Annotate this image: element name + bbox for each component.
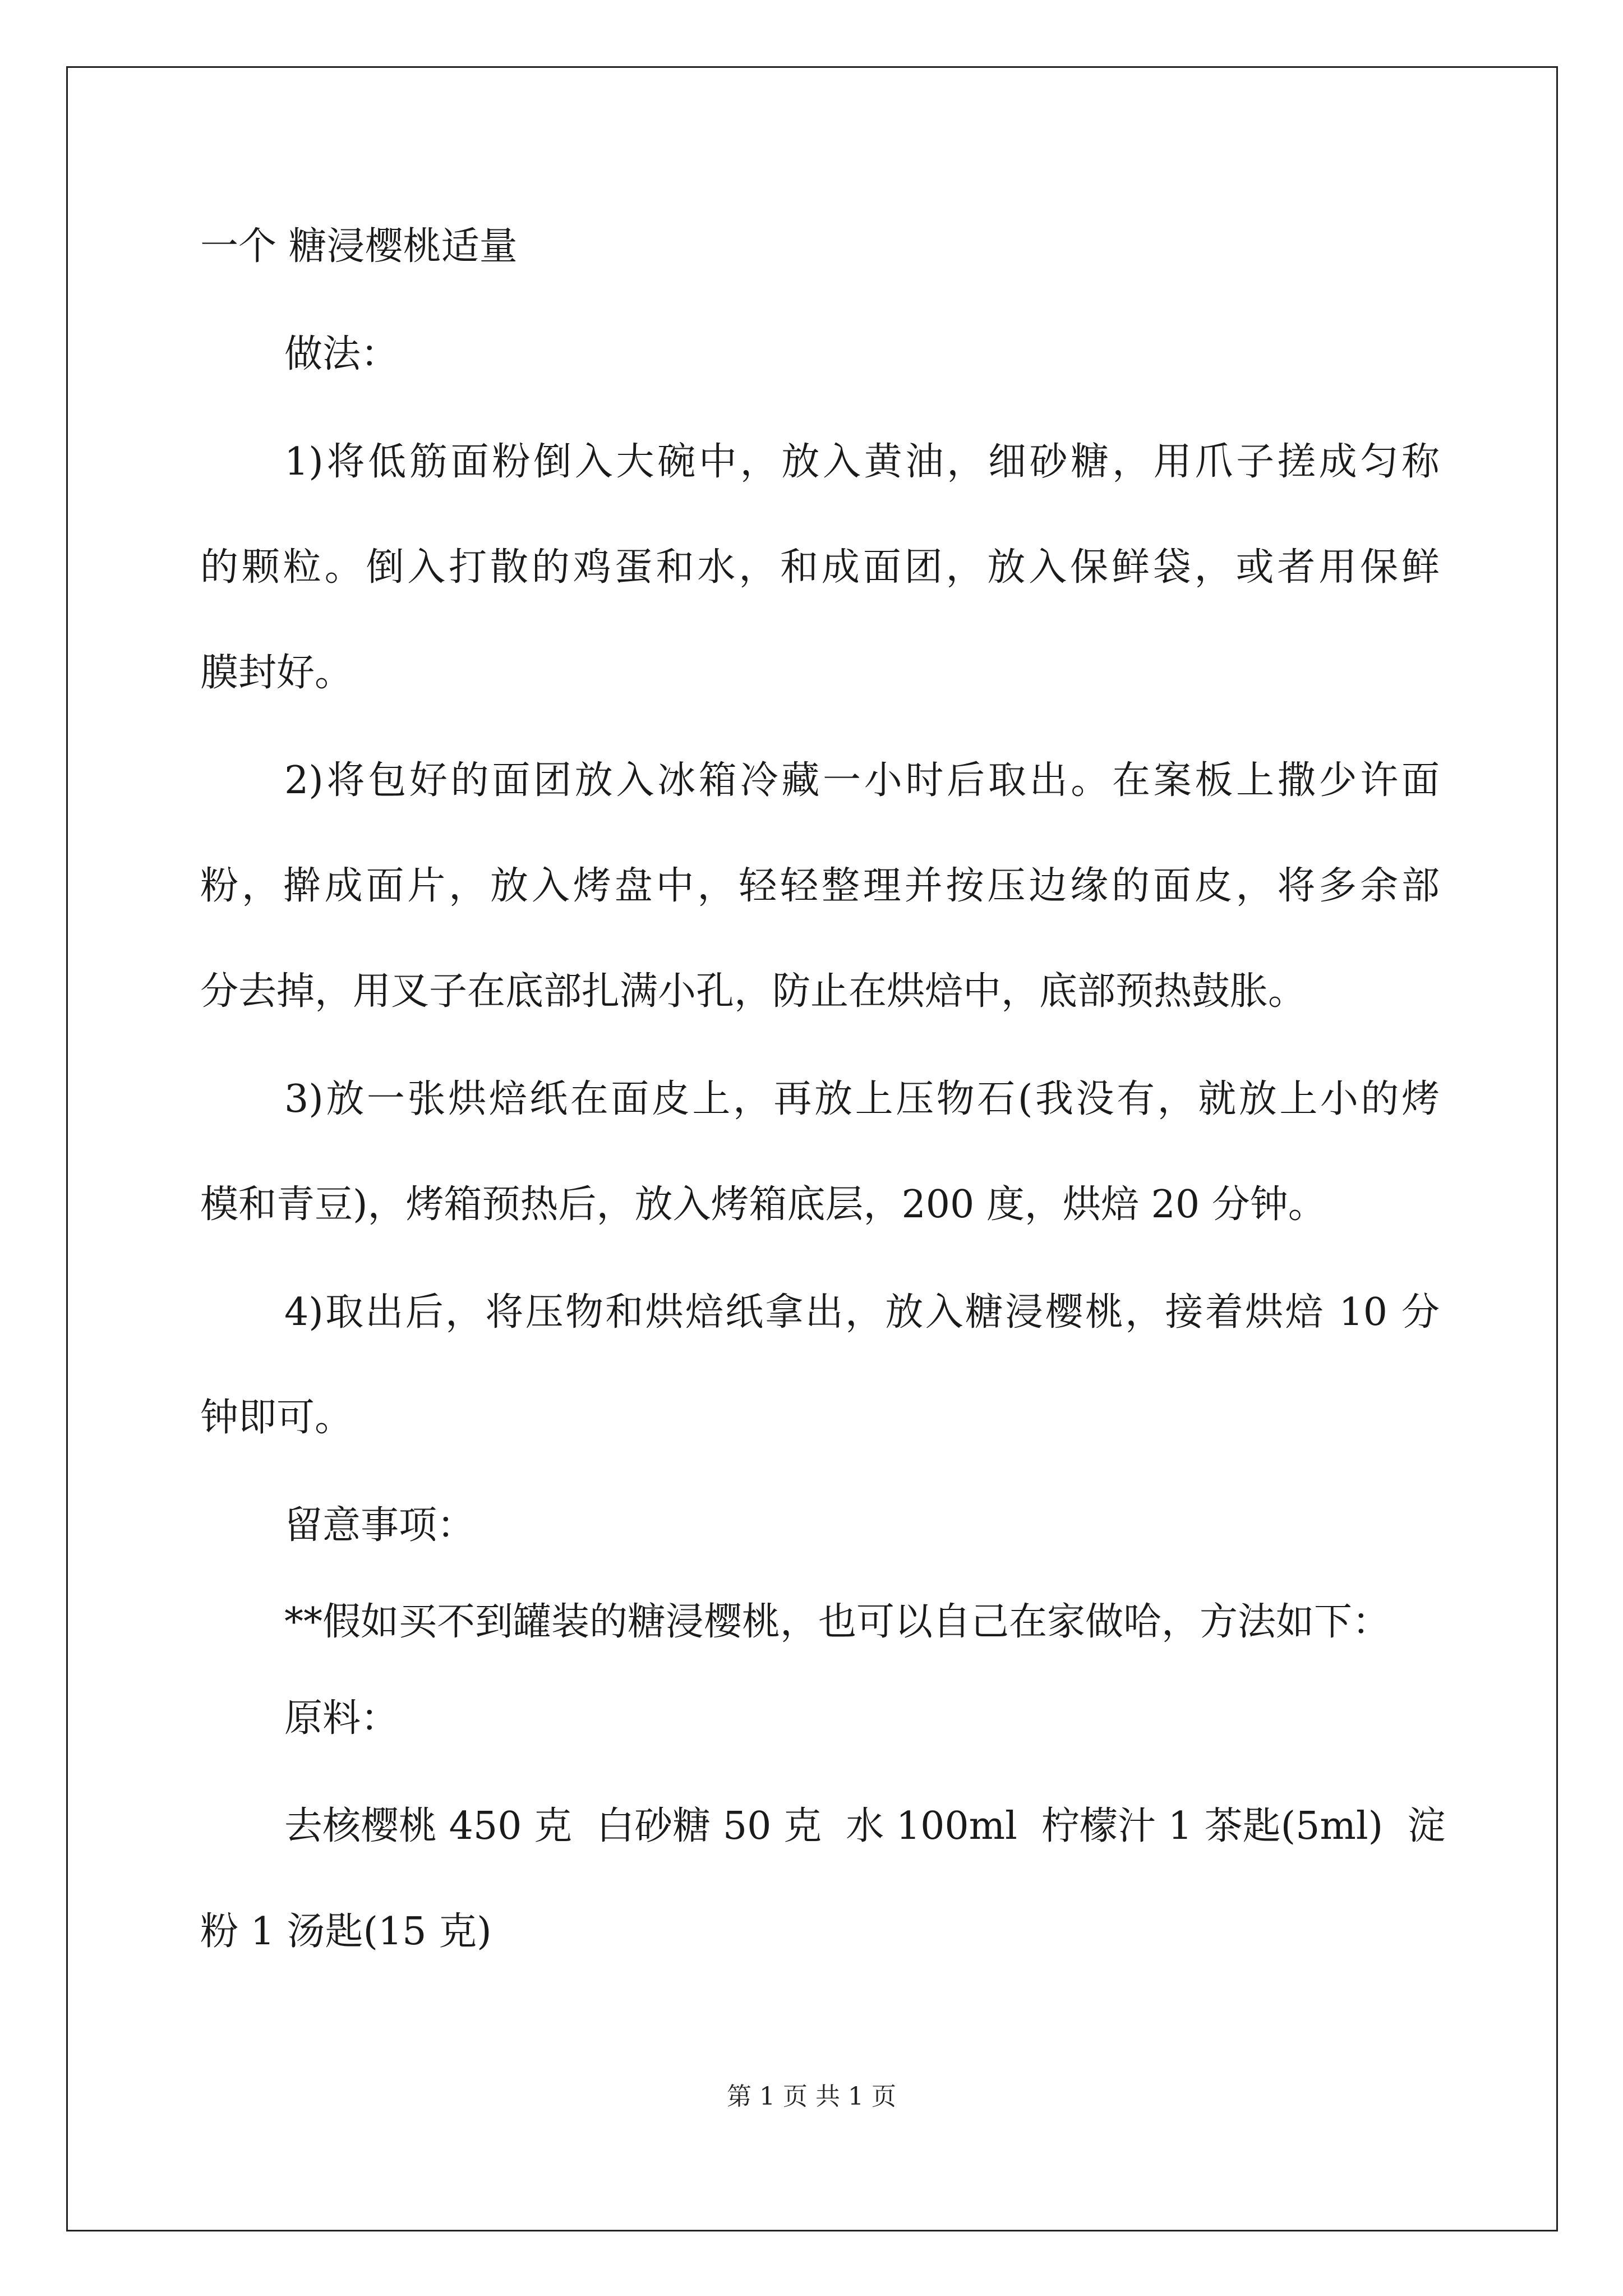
step-4-line-2: 钟即可。 [200,1396,353,1440]
step-2-line-1: 2)将包好的面团放入冰箱冷藏一小时后取出。在案板上撒少许面 [284,758,1440,803]
step-2-line-3: 分去掉，用叉子在底部扎满小孔，防止在烘焙中，底部预热鼓胀。 [200,969,1307,1014]
step-3-line-1: 3)放一张烘焙纸在面皮上，再放上压物石(我没有，就放上小的烤 [284,1077,1440,1121]
ingredient-line: 一个 糖浸樱桃适量 [200,224,518,269]
document-body [200,223,1446,1955]
materials-heading: 原料： [284,1696,399,1741]
page-footer: 第 1 页 共 1 页 [727,2082,896,2111]
step-3-line-2: 模和青豆)，烤箱预热后，放入烤箱底层，200 度，烘焙 20 分钟。 [200,1182,1326,1227]
step-2-line-2: 粉，擀成面片，放入烤盘中，轻轻整理并按压边缘的面皮，将多余部 [200,864,1440,908]
notes-heading: 留意事项： [284,1503,476,1548]
step-4-line-1: 4)取出后，将压物和烘焙纸拿出，放入糖浸樱桃，接着烘焙 10 分 [284,1290,1440,1335]
method-heading: 做法： [284,332,399,376]
step-1-line-2: 的颗粒。倒入打散的鸡蛋和水，和成面团，放入保鲜袋，或者用保鲜 [200,545,1440,590]
step-1-line-1: 1)将低筋面粉倒入大碗中，放入黄油，细砂糖，用爪子搓成匀称 [284,440,1440,484]
notes-line: **假如买不到罐装的糖浸樱桃，也可以自己在家做哈，方法如下： [284,1600,1391,1644]
materials-line-2: 粉 1 汤匙(15 克) [200,1910,492,1954]
materials-line-1: 去核樱桃 450 克 白砂糖 50 克 水 100ml 柠檬汁 1 茶匙(5ml) 淀 [284,1804,1446,1848]
step-1-line-3: 膜封好。 [200,651,353,695]
